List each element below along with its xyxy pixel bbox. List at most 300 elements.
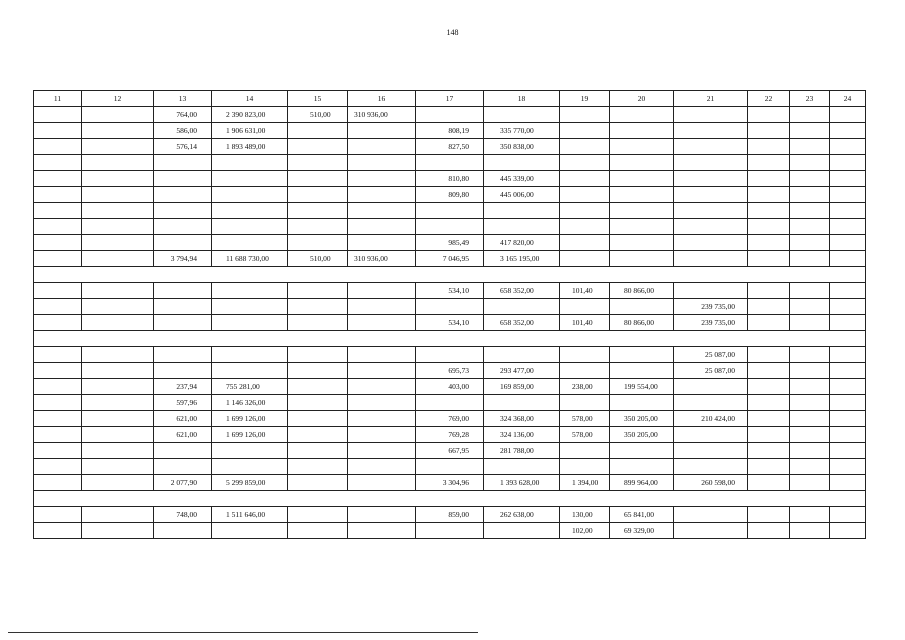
table-cell	[34, 411, 82, 427]
table-cell: 1 893 489,00	[212, 139, 288, 155]
table-cell	[560, 123, 610, 139]
table-cell: 695,73	[416, 363, 484, 379]
table-row	[34, 203, 866, 219]
table-cell	[560, 107, 610, 123]
table-cell: 534,10	[416, 283, 484, 299]
table-cell: 810,80	[416, 171, 484, 187]
table-cell	[212, 283, 288, 299]
table-cell: 985,49	[416, 235, 484, 251]
table-cell	[560, 395, 610, 411]
table-cell	[348, 395, 416, 411]
table-cell	[34, 219, 82, 235]
table-cell	[674, 507, 748, 523]
table-cell	[674, 251, 748, 267]
header-cell: 14	[212, 91, 288, 107]
table-cell	[348, 123, 416, 139]
table-cell: 445 339,00	[484, 171, 560, 187]
table-cell	[416, 459, 484, 475]
table-cell	[748, 155, 790, 171]
section-divider-row	[34, 267, 866, 283]
table-cell	[154, 155, 212, 171]
table-cell: 445 006,00	[484, 187, 560, 203]
table-cell	[348, 443, 416, 459]
table-cell: 417 820,00	[484, 235, 560, 251]
header-cell: 13	[154, 91, 212, 107]
table-cell	[288, 443, 348, 459]
table-cell	[154, 235, 212, 251]
table-cell	[288, 315, 348, 331]
table-cell	[484, 299, 560, 315]
table-cell	[416, 347, 484, 363]
table-row	[34, 379, 866, 395]
table-cell: 7 046,95	[416, 251, 484, 267]
table-cell	[790, 427, 830, 443]
table-cell	[674, 235, 748, 251]
table-cell: 102,00	[560, 523, 610, 539]
table-cell	[82, 507, 154, 523]
table-cell: 25 087,00	[674, 363, 748, 379]
table-cell	[288, 155, 348, 171]
section-divider-row	[34, 331, 866, 347]
table-cell: 859,00	[416, 507, 484, 523]
table-cell: 621,00	[154, 427, 212, 443]
table-cell	[560, 459, 610, 475]
table-cell: 3 304,96	[416, 475, 484, 491]
table-cell	[34, 283, 82, 299]
table-cell	[288, 203, 348, 219]
table-cell	[560, 347, 610, 363]
table-cell	[830, 187, 866, 203]
table-cell	[748, 251, 790, 267]
table-cell	[674, 139, 748, 155]
table-cell: 658 352,00	[484, 315, 560, 331]
table-cell	[484, 219, 560, 235]
table-cell	[34, 187, 82, 203]
table-cell	[154, 219, 212, 235]
table-cell	[790, 251, 830, 267]
table-cell	[82, 347, 154, 363]
table-cell: 80 866,00	[610, 315, 674, 331]
table-cell: 586,00	[154, 123, 212, 139]
table-cell: 597,96	[154, 395, 212, 411]
table-cell	[484, 347, 560, 363]
table-cell	[212, 235, 288, 251]
table-cell	[830, 203, 866, 219]
table-cell	[212, 443, 288, 459]
table-cell	[416, 203, 484, 219]
table-cell	[748, 395, 790, 411]
table-cell: 324 368,00	[484, 411, 560, 427]
table-cell	[416, 395, 484, 411]
table-cell	[830, 107, 866, 123]
table-cell	[748, 475, 790, 491]
header-cell: 11	[34, 91, 82, 107]
table-cell	[830, 395, 866, 411]
table-row	[34, 123, 866, 139]
table-cell	[484, 107, 560, 123]
table-cell	[674, 523, 748, 539]
table-cell: 25 087,00	[674, 347, 748, 363]
footer-rule	[8, 632, 478, 633]
table-row	[34, 139, 866, 155]
table-cell	[830, 459, 866, 475]
table-cell	[790, 235, 830, 251]
table-cell: 755 281,00	[212, 379, 288, 395]
table-cell	[674, 187, 748, 203]
table-cell	[212, 347, 288, 363]
table-row	[34, 235, 866, 251]
table-cell	[790, 187, 830, 203]
table-cell	[154, 363, 212, 379]
table-cell: 101,40	[560, 315, 610, 331]
table-cell: 65 841,00	[610, 507, 674, 523]
table-cell: 658 352,00	[484, 283, 560, 299]
table-cell	[560, 203, 610, 219]
table-cell: 210 424,00	[674, 411, 748, 427]
table-cell	[348, 411, 416, 427]
table-cell	[830, 347, 866, 363]
table-cell	[610, 235, 674, 251]
table-cell	[610, 251, 674, 267]
table-cell	[674, 379, 748, 395]
table-cell	[82, 299, 154, 315]
table-cell: 510,00	[288, 251, 348, 267]
table-cell	[154, 203, 212, 219]
table-cell	[560, 299, 610, 315]
table-cell	[34, 475, 82, 491]
table-cell	[484, 203, 560, 219]
table-cell: 238,00	[560, 379, 610, 395]
table-cell	[288, 395, 348, 411]
table-cell	[560, 171, 610, 187]
table-cell	[748, 315, 790, 331]
table-row	[34, 443, 866, 459]
table-cell	[34, 507, 82, 523]
table-cell: 1 511 646,00	[212, 507, 288, 523]
table-cell	[830, 123, 866, 139]
table-cell	[82, 171, 154, 187]
table-cell	[348, 187, 416, 203]
table-row	[34, 363, 866, 379]
table-cell	[348, 523, 416, 539]
header-cell: 21	[674, 91, 748, 107]
table-cell	[610, 107, 674, 123]
table-cell	[610, 187, 674, 203]
table-cell	[748, 523, 790, 539]
table-cell	[610, 347, 674, 363]
table-cell	[790, 283, 830, 299]
table-cell	[288, 507, 348, 523]
table-cell: 293 477,00	[484, 363, 560, 379]
table-cell	[348, 347, 416, 363]
header-cell: 16	[348, 91, 416, 107]
table-cell: 576,14	[154, 139, 212, 155]
table-cell	[830, 379, 866, 395]
table-cell	[288, 363, 348, 379]
table-cell	[288, 219, 348, 235]
table-cell	[830, 523, 866, 539]
table-cell	[830, 219, 866, 235]
table-cell	[748, 283, 790, 299]
table-cell	[790, 219, 830, 235]
table-cell	[416, 299, 484, 315]
table-cell	[674, 219, 748, 235]
table-cell	[484, 155, 560, 171]
table-cell	[212, 363, 288, 379]
table-row	[34, 299, 866, 315]
table-cell: 5 299 859,00	[212, 475, 288, 491]
table-cell: 80 866,00	[610, 283, 674, 299]
table-cell	[34, 443, 82, 459]
table-cell: 3 794,94	[154, 251, 212, 267]
table-cell	[416, 107, 484, 123]
table-cell	[348, 315, 416, 331]
table-cell: 809,80	[416, 187, 484, 203]
table-cell	[560, 443, 610, 459]
table-row	[34, 347, 866, 363]
table-cell	[82, 155, 154, 171]
table-cell	[748, 411, 790, 427]
table-cell	[748, 427, 790, 443]
table-cell	[610, 395, 674, 411]
table-cell	[154, 187, 212, 203]
table-cell	[790, 171, 830, 187]
table-cell	[748, 203, 790, 219]
table-row	[34, 523, 866, 539]
table-row	[34, 187, 866, 203]
table-cell	[34, 523, 82, 539]
table-cell	[34, 427, 82, 443]
table-cell	[790, 315, 830, 331]
table-cell	[288, 347, 348, 363]
table-cell: 310 936,00	[348, 107, 416, 123]
table-cell	[82, 315, 154, 331]
table-cell	[560, 251, 610, 267]
header-cell: 12	[82, 91, 154, 107]
table-cell	[560, 155, 610, 171]
table-cell	[674, 427, 748, 443]
table-cell	[34, 347, 82, 363]
table-row	[34, 251, 866, 267]
table-cell	[610, 219, 674, 235]
table-cell: 350 205,00	[610, 411, 674, 427]
table-cell: 621,00	[154, 411, 212, 427]
table-cell	[748, 123, 790, 139]
table-cell	[34, 171, 82, 187]
table-cell	[610, 155, 674, 171]
table-cell	[212, 171, 288, 187]
table-cell	[674, 171, 748, 187]
table-cell: 130,00	[560, 507, 610, 523]
table-cell	[82, 523, 154, 539]
table-cell	[674, 155, 748, 171]
table-cell	[154, 171, 212, 187]
table-cell: 1 699 126,00	[212, 411, 288, 427]
table-cell	[790, 363, 830, 379]
table-cell: 237,94	[154, 379, 212, 395]
table-cell	[154, 283, 212, 299]
table-cell: 2 390 823,00	[212, 107, 288, 123]
table-cell	[416, 523, 484, 539]
table-cell	[748, 107, 790, 123]
header-cell: 23	[790, 91, 830, 107]
section-divider-cell	[34, 331, 866, 347]
table-row	[34, 411, 866, 427]
table-cell	[288, 235, 348, 251]
table-cell	[82, 411, 154, 427]
table-cell: 1 394,00	[560, 475, 610, 491]
table-cell	[82, 219, 154, 235]
header-cell: 18	[484, 91, 560, 107]
table-cell	[34, 315, 82, 331]
table-cell: 1 699 126,00	[212, 427, 288, 443]
table-cell	[34, 379, 82, 395]
table-cell: 11 688 730,00	[212, 251, 288, 267]
table-cell	[484, 523, 560, 539]
header-cell: 22	[748, 91, 790, 107]
table-cell	[348, 299, 416, 315]
table-cell	[34, 363, 82, 379]
table-cell	[288, 379, 348, 395]
table-cell	[348, 219, 416, 235]
table-cell: 578,00	[560, 411, 610, 427]
table-cell	[212, 219, 288, 235]
table-cell	[610, 123, 674, 139]
table-cell: 324 136,00	[484, 427, 560, 443]
table-cell: 899 964,00	[610, 475, 674, 491]
table-cell: 769,28	[416, 427, 484, 443]
table-cell	[212, 315, 288, 331]
table-cell	[212, 459, 288, 475]
data-table	[33, 90, 866, 539]
table-cell: 510,00	[288, 107, 348, 123]
table-row	[34, 395, 866, 411]
table-cell: 808,19	[416, 123, 484, 139]
table-cell	[154, 315, 212, 331]
table-cell	[830, 443, 866, 459]
table-cell	[748, 347, 790, 363]
table-cell: 764,00	[154, 107, 212, 123]
table-cell: 350 205,00	[610, 427, 674, 443]
table-cell	[674, 459, 748, 475]
table-cell	[82, 363, 154, 379]
header-row	[34, 91, 866, 107]
table-cell	[748, 171, 790, 187]
table-body	[34, 91, 866, 539]
table-cell	[790, 139, 830, 155]
table-cell	[610, 299, 674, 315]
table-row	[34, 459, 866, 475]
table-row	[34, 171, 866, 187]
table-cell	[348, 363, 416, 379]
table-cell	[212, 299, 288, 315]
table-cell	[416, 155, 484, 171]
table-cell	[830, 427, 866, 443]
table-cell	[610, 139, 674, 155]
table-cell: 335 770,00	[484, 123, 560, 139]
table-cell	[790, 459, 830, 475]
table-cell	[790, 379, 830, 395]
table-cell	[560, 363, 610, 379]
table-cell	[34, 203, 82, 219]
table-cell	[674, 395, 748, 411]
table-cell	[82, 283, 154, 299]
table-cell	[748, 459, 790, 475]
table-cell	[348, 171, 416, 187]
table-cell	[348, 203, 416, 219]
table-cell	[82, 379, 154, 395]
table-cell: 827,50	[416, 139, 484, 155]
table-cell	[790, 203, 830, 219]
table-cell	[288, 171, 348, 187]
table-cell	[790, 155, 830, 171]
table-cell	[674, 203, 748, 219]
table-cell	[748, 443, 790, 459]
table-cell	[288, 283, 348, 299]
header-cell: 17	[416, 91, 484, 107]
table-cell	[288, 523, 348, 539]
table-cell	[830, 171, 866, 187]
table-cell: 169 859,00	[484, 379, 560, 395]
header-cell: 20	[610, 91, 674, 107]
table-cell	[34, 123, 82, 139]
table-cell	[830, 251, 866, 267]
table-cell: 1 146 326,00	[212, 395, 288, 411]
table-cell	[610, 459, 674, 475]
table-cell	[748, 139, 790, 155]
table-cell	[830, 475, 866, 491]
section-divider-row	[34, 491, 866, 507]
table-cell	[34, 107, 82, 123]
table-cell	[348, 139, 416, 155]
table-cell	[748, 299, 790, 315]
table-cell	[34, 155, 82, 171]
table-cell: 1 906 631,00	[212, 123, 288, 139]
header-cell: 24	[830, 91, 866, 107]
table-cell	[830, 363, 866, 379]
table-cell: 310 936,00	[348, 251, 416, 267]
table-cell	[790, 475, 830, 491]
table-cell	[674, 443, 748, 459]
table-cell	[34, 235, 82, 251]
table-cell	[790, 123, 830, 139]
table-cell: 403,00	[416, 379, 484, 395]
table-row	[34, 315, 866, 331]
table-cell	[82, 459, 154, 475]
table-cell	[34, 395, 82, 411]
table-cell	[610, 363, 674, 379]
section-divider-cell	[34, 491, 866, 507]
table-cell: 239 735,00	[674, 299, 748, 315]
table-cell	[830, 139, 866, 155]
table-cell	[610, 203, 674, 219]
table-cell: 769,00	[416, 411, 484, 427]
table-cell	[82, 203, 154, 219]
table-cell: 199 554,00	[610, 379, 674, 395]
table-cell: 3 165 195,00	[484, 251, 560, 267]
table-cell	[82, 395, 154, 411]
table-cell	[790, 299, 830, 315]
table-cell	[82, 235, 154, 251]
table-cell	[288, 123, 348, 139]
table-cell	[348, 235, 416, 251]
table-cell	[748, 379, 790, 395]
table-cell: 748,00	[154, 507, 212, 523]
header-cell: 19	[560, 91, 610, 107]
table-cell: 2 077,90	[154, 475, 212, 491]
table-cell	[34, 139, 82, 155]
table-cell	[348, 379, 416, 395]
